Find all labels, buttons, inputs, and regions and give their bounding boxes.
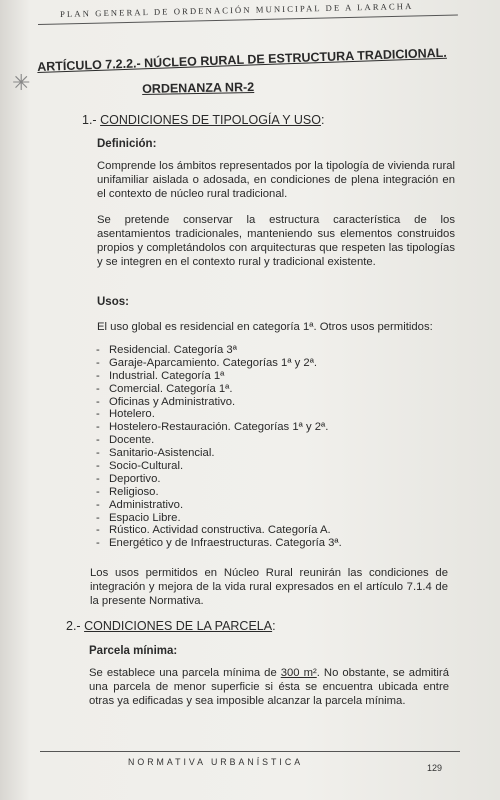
list-bullet-dash: - bbox=[96, 421, 100, 434]
usos-list-item bbox=[96, 421, 342, 434]
usos-list-item-label: Espacio Libre. bbox=[109, 511, 181, 524]
list-bullet-dash: - bbox=[96, 537, 100, 550]
list-bullet-dash: - bbox=[96, 472, 100, 485]
usos-list bbox=[96, 344, 342, 550]
usos-list-item bbox=[96, 473, 342, 486]
article-title: ARTÍCULO 7.2.2.- NÚCLEO RURAL DE ESTRUCTURA TRADICIONAL. bbox=[37, 45, 447, 74]
section-2-colon: : bbox=[272, 619, 276, 633]
usos-list-item bbox=[96, 512, 342, 525]
usos-list-item-label: Oficinas y Administrativo. bbox=[109, 395, 236, 408]
section-2-title: CONDICIONES DE LA PARCELA bbox=[84, 619, 273, 633]
list-bullet-dash: - bbox=[96, 408, 100, 421]
usos-list-item bbox=[96, 383, 342, 396]
usos-list-item-label: Religioso. bbox=[109, 485, 159, 498]
usos-list-item bbox=[96, 447, 342, 460]
list-bullet-dash: - bbox=[96, 524, 100, 537]
usos-list-item bbox=[96, 486, 342, 499]
list-bullet-dash: - bbox=[96, 369, 100, 382]
usos-list-item bbox=[96, 344, 342, 357]
usos-list-item bbox=[96, 408, 342, 421]
parcela-min-value: 300 m² bbox=[280, 667, 317, 679]
list-bullet-dash: - bbox=[96, 395, 100, 408]
usos-list-item-label: Deportivo. bbox=[109, 472, 161, 485]
section-2-number: 2.- bbox=[66, 619, 81, 633]
running-header: PLAN GENERAL DE ORDENACIÓN MUNICIPAL DE A LARACHA bbox=[60, 0, 414, 19]
usos-list-item-label: Rústico. Actividad constructiva. Categoría A. bbox=[109, 524, 331, 537]
definicion-paragraph-2: Se pretende conservar la estructura característica de los asentamientos tradicionales, manteniendo sus elementos construidos propios y completándolos con arquitecturas que respeten las tipologías y se integren en el contexto rural y tradicional existente. bbox=[97, 214, 455, 268]
list-bullet-dash: - bbox=[96, 460, 100, 473]
list-bullet-dash: - bbox=[96, 511, 100, 524]
parcela-minima-heading: Parcela mínima: bbox=[89, 645, 178, 657]
usos-list-item bbox=[96, 357, 342, 370]
page-number: 129 bbox=[427, 763, 443, 773]
usos-list-item-label: Sanitario-Asistencial. bbox=[109, 447, 215, 460]
usos-list-item bbox=[96, 460, 342, 473]
parcela-minima-paragraph bbox=[89, 666, 449, 708]
section-1-title: CONDICIONES DE TIPOLOGÍA Y USO bbox=[100, 113, 321, 127]
list-bullet-dash: - bbox=[96, 485, 100, 498]
section-1-heading bbox=[82, 113, 324, 127]
section-1-colon: : bbox=[320, 113, 325, 127]
list-bullet-dash: - bbox=[96, 498, 100, 511]
usos-list-item bbox=[96, 524, 342, 537]
list-bullet-dash: - bbox=[96, 382, 100, 395]
usos-list-item-label: Administrativo. bbox=[109, 498, 184, 511]
usos-list-item-label: Hotelero. bbox=[109, 408, 155, 421]
usos-list-item-label: Energético y de Infraestructuras. Categoría 3ª. bbox=[109, 537, 342, 550]
usos-list-item-label: Socio-Cultural. bbox=[109, 460, 184, 473]
parcela-text-after: . No obstante, se admitirá una parcela de menor superficie si ésta se encuentra ubicada entre otras ya edificadas y sea imposible alcanzar la parcela mínima. bbox=[89, 667, 449, 707]
section-2-heading bbox=[66, 619, 276, 633]
footer-rule bbox=[40, 751, 460, 752]
usos-list-item bbox=[96, 370, 342, 383]
usos-list-item-label: Residencial. Categoría 3ª bbox=[109, 344, 237, 356]
usos-list-item-label: Garaje-Aparcamiento. Categorías 1ª y 2ª. bbox=[109, 356, 318, 369]
definicion-paragraph-1: Comprende los ámbitos representados por la tipología de vivienda rural unifamiliar aislada o adosada, en condiciones de plena integración en el contexto de núcleo rural tradicional. bbox=[97, 160, 455, 200]
article-subtitle: ORDENANZA NR-2 bbox=[142, 80, 255, 96]
list-bullet-dash: - bbox=[96, 356, 100, 369]
running-footer: NORMATIVA URBANÍSTICA bbox=[128, 757, 304, 767]
usos-list-item bbox=[96, 434, 342, 447]
usos-list-item bbox=[96, 537, 342, 550]
usos-list-item-label: Docente. bbox=[109, 434, 155, 447]
section-1-number: 1.- bbox=[82, 113, 97, 127]
usos-list-item-label: Hostelero-Restauración. Categorías 1ª y 2ª. bbox=[109, 421, 329, 434]
usos-list-item bbox=[96, 499, 342, 512]
parcela-text-before: Se establece una parcela mínima de bbox=[89, 667, 281, 679]
usos-list-item bbox=[96, 396, 342, 409]
list-bullet-dash: - bbox=[96, 344, 100, 356]
usos-list-item-label: Comercial. Categoría 1ª. bbox=[109, 382, 233, 395]
list-bullet-dash: - bbox=[96, 434, 100, 447]
usos-closing-paragraph: Los usos permitidos en Núcleo Rural reunirán las condiciones de integración y mejora de la vida rural expresados en el artículo 7.1.4 de la presente Normativa. bbox=[90, 567, 448, 607]
list-bullet-dash: - bbox=[96, 447, 100, 460]
usos-intro: El uso global es residencial en categoría 1ª. Otros usos permitidos: bbox=[97, 321, 433, 333]
asterisk-mark-icon: ✳ bbox=[12, 70, 31, 95]
usos-list-item-label: Industrial. Categoría 1ª bbox=[109, 369, 225, 382]
definicion-heading: Definición: bbox=[97, 138, 157, 150]
usos-heading: Usos: bbox=[97, 296, 129, 308]
